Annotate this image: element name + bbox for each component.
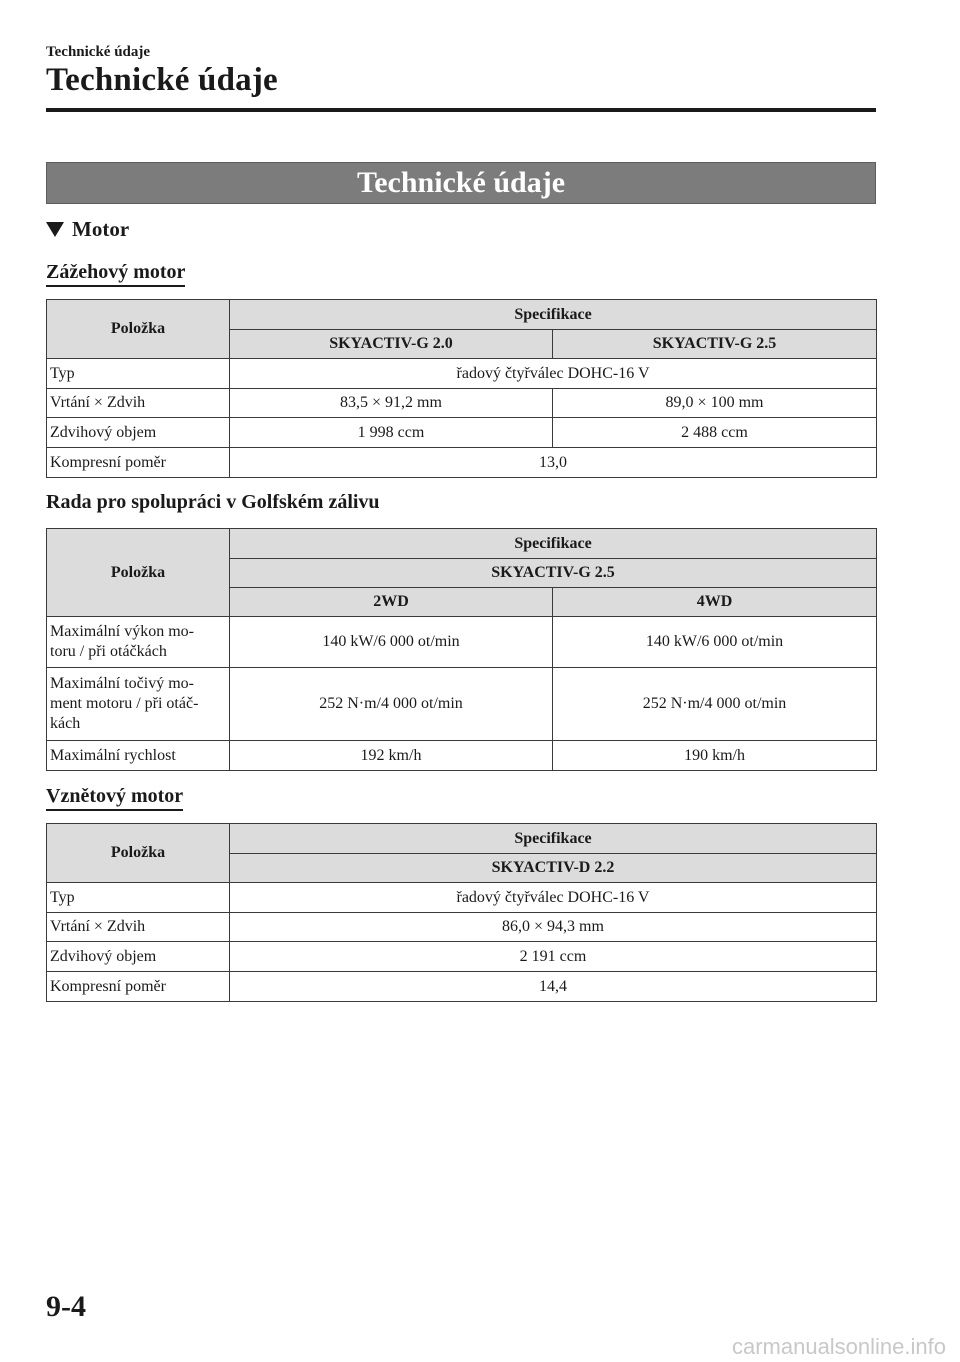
diesel-spec-table [46, 823, 877, 1002]
row-label: Vrtání × Zdvih [47, 913, 230, 942]
row-value: 13,0 [230, 448, 877, 478]
row-label [47, 668, 230, 741]
row-value: 14,4 [230, 972, 877, 1002]
row-label [47, 617, 230, 668]
page-number: 9-4 [46, 1290, 86, 1323]
row-label [47, 741, 230, 771]
row-value: 252 N·m/4 000 ot/min [553, 668, 877, 741]
header-4wd: 4WD [553, 588, 877, 617]
table-row [47, 942, 877, 972]
row-value: řadový čtyřválec DOHC-16 V [230, 883, 877, 913]
table-row [47, 972, 877, 1002]
running-head: Technické údaje [46, 44, 151, 60]
table-row [47, 389, 877, 418]
row-label: Typ [47, 883, 230, 913]
row-label-line: Maximální rychlost [50, 746, 176, 764]
header-spec: Specifikace [230, 824, 877, 854]
section-banner: Technické údaje [46, 162, 876, 204]
table-row [47, 883, 877, 913]
row-label-line: ment motoru / při otáč- [50, 695, 199, 712]
row-label-line: Maximální výkon mo- [50, 623, 194, 640]
section-heading [46, 217, 129, 242]
gulf-spec-table [46, 528, 877, 771]
header-item: Položka [47, 824, 230, 883]
table-row [47, 668, 877, 741]
header-engine-g25: SKYACTIV-G 2.5 [553, 330, 877, 359]
table-row [47, 617, 877, 668]
header-item: Položka [47, 300, 230, 359]
row-value: 89,0 × 100 mm [553, 389, 877, 418]
table-row [47, 448, 877, 478]
watermark: carmanualsonline.info [731, 1334, 946, 1359]
header-engine-g25: SKYACTIV-G 2.5 [230, 559, 877, 588]
table-row [47, 418, 877, 448]
row-label: Zdvihový objem [47, 942, 230, 972]
row-value: 2 488 ccm [553, 418, 877, 448]
header-spec: Specifikace [230, 300, 877, 330]
row-value: 190 km/h [553, 741, 877, 771]
table-row [47, 913, 877, 942]
row-label: Kompresní poměr [47, 972, 230, 1002]
row-label-line: Maximální točivý mo- [50, 675, 194, 692]
header-2wd: 2WD [230, 588, 553, 617]
row-label: Zdvihový objem [47, 418, 230, 448]
row-value: řadový čtyřválec DOHC-16 V [230, 359, 877, 389]
gasoline-spec-table [46, 299, 877, 478]
row-value: 83,5 × 91,2 mm [230, 389, 553, 418]
row-label: Vrtání × Zdvih [47, 389, 230, 418]
section-heading-label: Motor [72, 217, 130, 241]
gulf-heading: Rada pro spolupráci v Golfském zálivu [46, 491, 380, 513]
header-engine-g20: SKYACTIV-G 2.0 [230, 330, 553, 359]
row-value: 2 191 ccm [230, 942, 877, 972]
header-item: Položka [47, 529, 230, 617]
gasoline-engine-heading: Zážehový motor [46, 261, 185, 287]
row-label-line: toru / při otáčkách [50, 643, 167, 660]
row-value: 192 km/h [230, 741, 553, 771]
chapter-rule [46, 108, 876, 112]
table-row [47, 741, 877, 771]
header-engine-d22: SKYACTIV-D 2.2 [230, 854, 877, 883]
row-label: Typ [47, 359, 230, 389]
row-value: 252 N·m/4 000 ot/min [230, 668, 553, 741]
table-row [47, 359, 877, 389]
row-label-line: kách [50, 715, 81, 732]
row-value: 140 kW/6 000 ot/min [553, 617, 877, 668]
row-value: 86,0 × 94,3 mm [230, 913, 877, 942]
row-value: 140 kW/6 000 ot/min [230, 617, 553, 668]
triangle-bullet-icon [46, 222, 64, 237]
header-spec: Specifikace [230, 529, 877, 559]
diesel-engine-heading: Vznětový motor [46, 785, 183, 811]
row-value: 1 998 ccm [230, 418, 553, 448]
chapter-title: Technické údaje [46, 62, 278, 98]
row-label: Kompresní poměr [47, 448, 230, 478]
